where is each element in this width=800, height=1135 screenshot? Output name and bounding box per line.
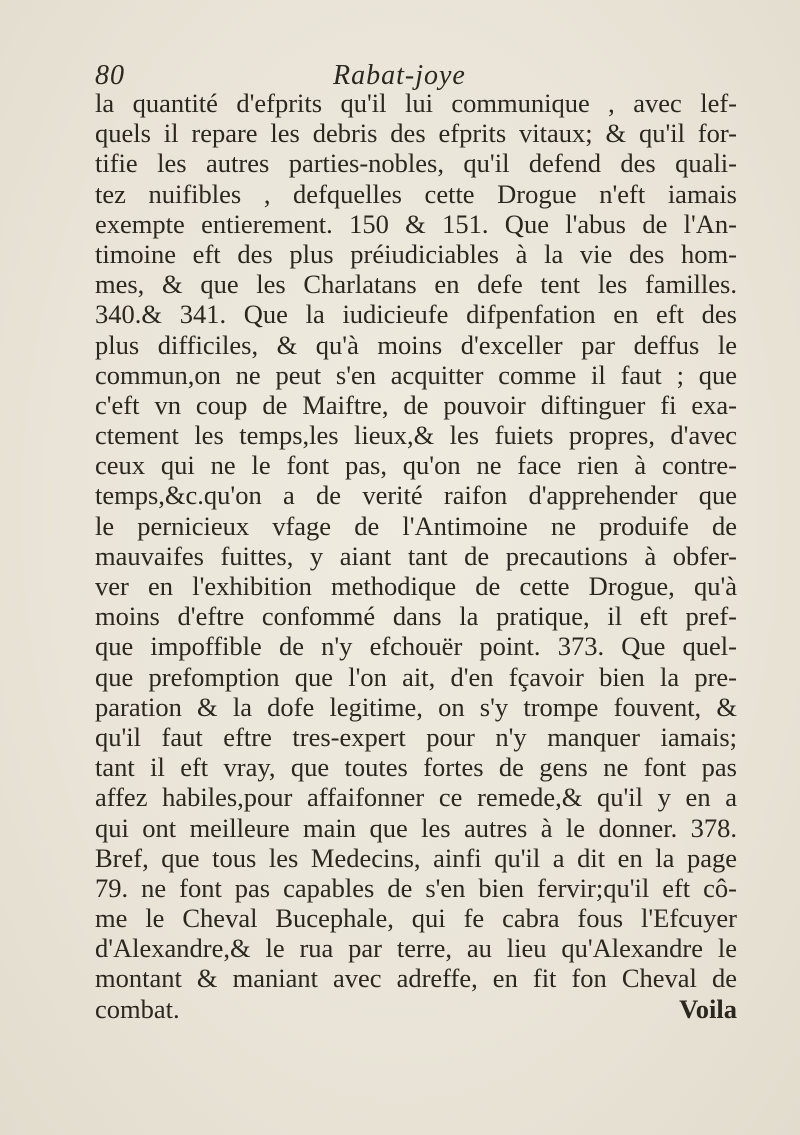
- text-line: la quantité d'efprits qu'il lui communique , avec lef-: [95, 88, 737, 118]
- text-line: tifie les autres parties-nobles, qu'il defend des quali-: [95, 148, 737, 179]
- text-line: timoine eft des plus préiudiciables à la vie des hom-: [95, 238, 737, 269]
- catchword: Voila: [679, 993, 737, 1024]
- text-line: que impoffible de n'y efchouër point. 373. Que quel-: [95, 631, 737, 662]
- page-number: 80: [95, 60, 125, 91]
- text-line: montant & maniant avec adreffe, en fit fon Cheval de: [95, 963, 737, 994]
- text-line: exempte entierement. 150 & 151. Que l'abus de l'An-: [95, 208, 737, 239]
- text-line: mauvaifes fuittes, y aiant tant de precautions à obfer-: [95, 540, 737, 571]
- body-text: [95, 88, 737, 1024]
- text-line: c'eft vn coup de Maiftre, de pouvoir diftinguer fi exa-: [95, 389, 737, 420]
- text-line: ctement les temps,les lieux,& les fuiets propres, d'avec: [95, 420, 737, 451]
- text-line: tant il eft vray, que toutes fortes de gens ne font pas: [95, 752, 737, 783]
- text-line: qu'il faut eftre tres-expert pour n'y manquer iamais;: [95, 721, 737, 752]
- text-line: plus difficiles, & qu'à moins d'exceller par deffus le: [95, 329, 737, 360]
- text-line: d'Alexandre,& le rua par terre, au lieu qu'Alexandre le: [95, 933, 737, 964]
- text-line: ver en l'exhibition methodique de cette Drogue, qu'à: [95, 571, 737, 601]
- text-line: que prefomption que l'on ait, d'en fçavoir bien la pre-: [95, 661, 737, 692]
- text-line: commun,on ne peut s'en acquitter comme il faut ; que: [95, 359, 737, 390]
- text-line: combat.: [95, 993, 180, 1024]
- running-head: [95, 52, 735, 92]
- text-line: me le Cheval Bucephale, qui fe cabra fous l'Efcuyer: [95, 903, 737, 934]
- text-line: temps,&c.qu'on a de verité raifon d'apprehender que: [95, 480, 737, 511]
- text-line: quels il repare les debris des efprits vitaux; & qu'il for-: [95, 118, 737, 149]
- text-line: le pernicieux vfage de l'Antimoine ne produife de: [95, 510, 737, 541]
- running-title: Rabat-joye: [333, 60, 466, 91]
- text-line: qui ont meilleure main que les autres à le donner. 378.: [95, 812, 737, 843]
- text-line: 79. ne font pas capables de s'en bien fervir;qu'il eft cô-: [95, 872, 737, 903]
- text-line: Bref, que tous les Medecins, ainfi qu'il a dit en la page: [95, 842, 737, 873]
- text-line: paration & la dofe legitime, on s'y trompe fouvent, &: [95, 691, 737, 722]
- text-line: 340.& 341. Que la iudicieufe difpenfation en eft des: [95, 299, 737, 330]
- text-line: affez habiles,pour affaifonner ce remede,& qu'il y en a: [95, 782, 737, 813]
- last-line: [95, 994, 737, 1024]
- text-line: moins d'eftre confommé dans la pratique, il eft pref-: [95, 601, 737, 632]
- text-line: ceux qui ne le font pas, qu'on ne face rien à contre-: [95, 450, 737, 481]
- text-line: tez nuifibles , defquelles cette Drogue n'eft iamais: [95, 178, 737, 209]
- text-line: mes, & que les Charlatans en defe tent les familles.: [95, 269, 737, 300]
